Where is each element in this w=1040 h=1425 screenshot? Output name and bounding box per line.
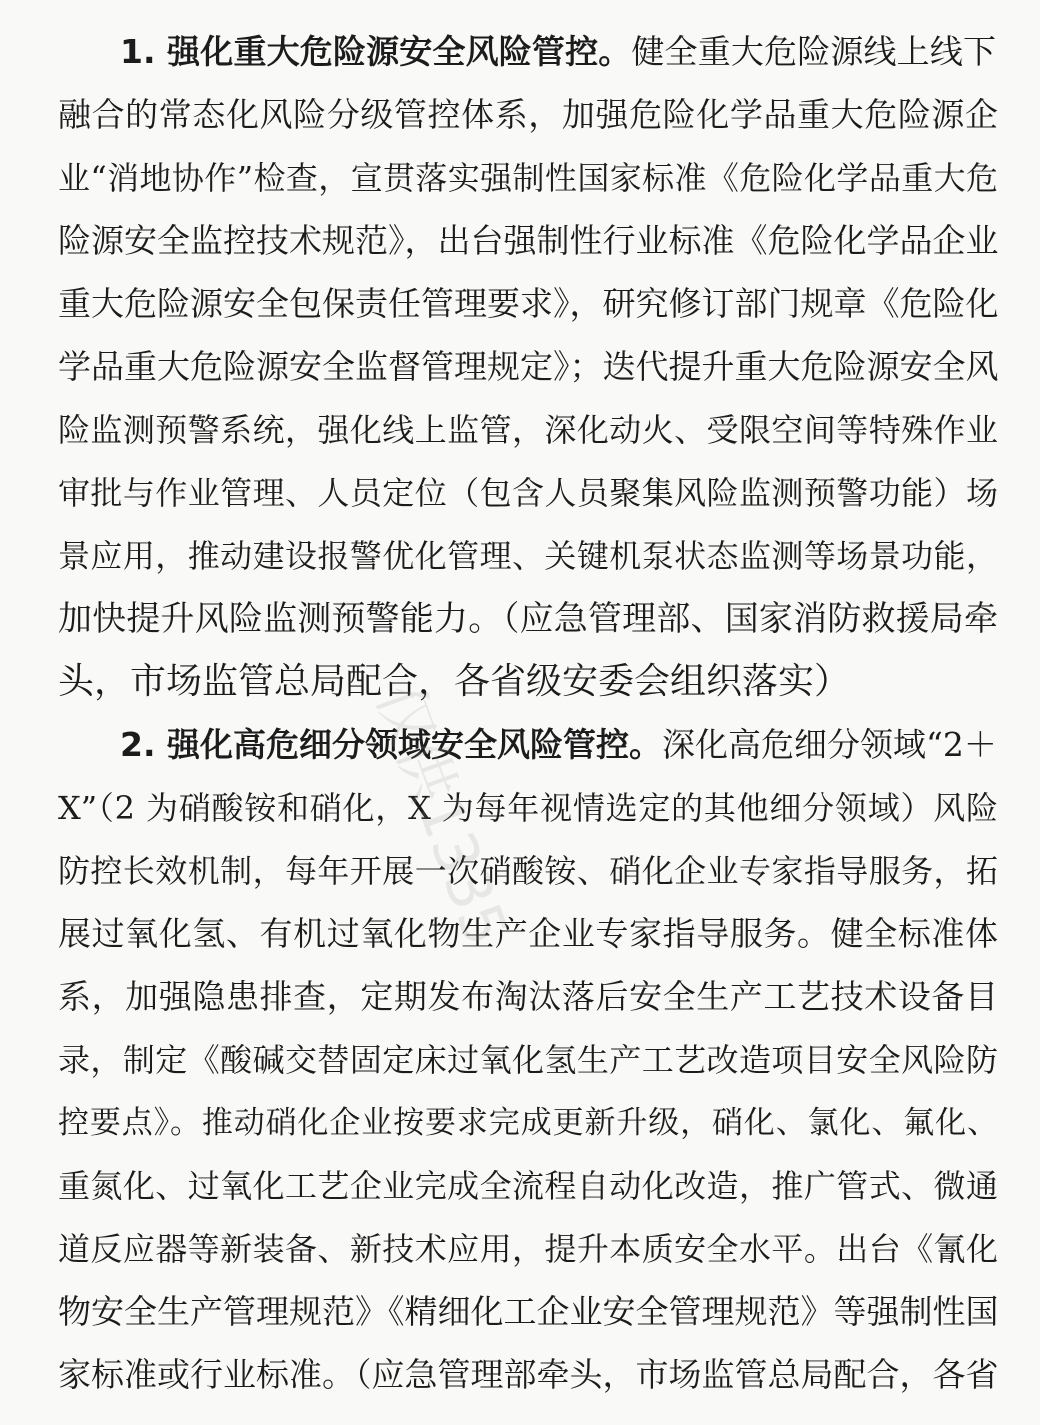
paragraph-2-line-3: 防控长效机制，每年开展一次硝酸铵、硝化企业专家指导服务，拓 xyxy=(58,852,998,890)
paragraph-1-line-4: 险源安全监控技术规范》，出台强制性行业标准《危险化学品企业 xyxy=(58,221,999,260)
paragraph-1-line-1-text: 健全重大危险源线上线下 xyxy=(631,32,996,71)
paragraph-2-line-11: 家标准或行业标准。（应急管理部牵头，市场监管总局配合，各省 xyxy=(58,1355,999,1394)
paragraph-1-heading: 1. 强化重大危险源安全风险管控。 xyxy=(120,32,632,71)
paragraph-2-line-9: 道反应器等新装备、新技术应用，提升本质安全水平。出台《氰化 xyxy=(58,1230,998,1268)
paragraph-1-line-8: 审批与作业管理、人员定位（包含人员聚集风险监测预警功能）场 xyxy=(58,474,998,512)
paragraph-1-line-7: 险监测预警系统，强化线上监管，深化动火、受限空间等特殊作业 xyxy=(58,411,998,449)
paragraph-1-line-11: 头，市场监管总局配合，各省级安委会组织落实） xyxy=(58,661,851,702)
paragraph-1-line-2: 融合的常态化风险分级管控体系，加强危险化学品重大危险源企 xyxy=(58,95,998,134)
paragraph-2-line-2: X”（2 为硝酸铵和硝化，X 为每年视情选定的其他细分领域）风险 xyxy=(58,789,998,827)
paragraph-2-line-1 xyxy=(120,715,996,775)
paragraph-2-heading: 2. 强化高危细分领域安全风险管控。 xyxy=(120,725,662,764)
paragraph-2-line-6: 录，制定《酸碱交替固定床过氧化氢生产工艺改造项目安全风险防 xyxy=(58,1041,998,1079)
paragraph-1-line-10: 加快提升风险监测预警能力。（应急管理部、国家消防救援局牵 xyxy=(58,599,998,639)
paragraph-2-line-1-text: 深化高危细分领域“2＋ xyxy=(662,725,997,764)
paragraph-2-line-7: 控要点》。推动硝化企业按要求完成更新升级，硝化、氯化、氟化、 xyxy=(58,1105,998,1141)
watermark: 仅供1335 xyxy=(362,674,522,955)
paragraph-1-line-9: 景应用，推动建设报警优化管理、关键机泵状态监测等场景功能， xyxy=(58,537,998,575)
paragraph-2-line-4: 展过氧化氢、有机过氧化物生产企业专家指导服务。健全标准体 xyxy=(58,914,998,953)
paragraph-2-line-8: 重氮化、过氧化工艺企业完成全流程自动化改造，推广管式、微通 xyxy=(58,1167,998,1205)
paragraph-1-line-5: 重大危险源安全包保责任管理要求》，研究修订部门规章《危险化 xyxy=(58,284,999,323)
paragraph-2-line-5: 系，加强隐患排查，定期发布淘汰落后安全生产工艺技术设备目 xyxy=(58,977,998,1016)
paragraph-1-line-1 xyxy=(120,22,996,82)
paragraph-1-line-6: 学品重大危险源安全监督管理规定》；迭代提升重大危险源安全风 xyxy=(58,347,999,386)
paragraph-2-line-10: 物安全生产管理规范》《精细化工企业安全管理规范》等强制性国 xyxy=(58,1292,999,1331)
paragraph-1-line-3: 业“消地协作”检查，宣贯落实强制性国家标准《危险化学品重大危 xyxy=(58,159,998,197)
